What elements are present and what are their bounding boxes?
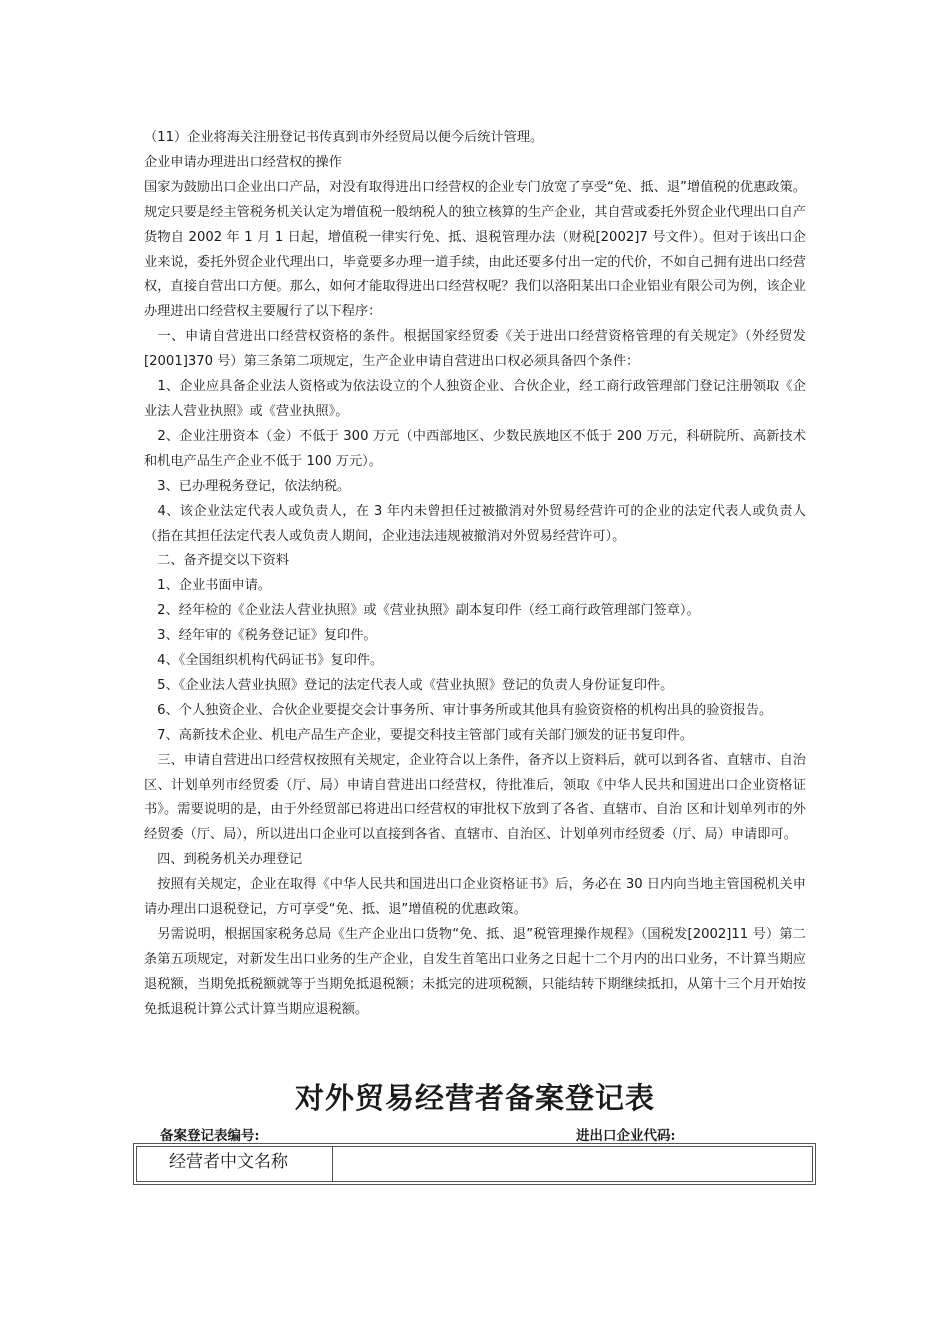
paragraph: 5、《企业法人营业执照》登记的法定代表人或《营业执照》登记的负责人身份证复印件。 (144, 677, 674, 693)
paragraph: 四、到税务机关办理登记 (144, 852, 303, 868)
operator-chinese-name-field[interactable] (333, 1147, 812, 1181)
form-title: 对外贸易经营者备案登记表 (294, 1081, 655, 1115)
body-text (144, 126, 806, 1023)
table-row (136, 1146, 813, 1182)
paragraph: 2、企业注册资本（金）不低于 300 万元（中西部地区、少数民族地区不低于 200 万元，科研院所、高新技术和机电产品生产企业不低于 100 万元）。 (144, 428, 806, 469)
paragraph: 国家为鼓励出口企业出口产品，对没有取得进出口经营权的企业专门放宽了享受“免、抵、退”增值税的优惠政策。规定只要是经主管税务机关认定为增值税一般纳税人的独立核算的生产企业，其自营或委托外贸企业代理出口自产货物自 2002 年 1 月 1 日起，增值税一律实行免、抵、退税管理办法（财税[2002]7 号文件）。但对于该出口企业来说，委托外贸企业代理出口，毕竟要多办理一道手续，由此还要多付出一定的代价，不如自己拥有进出口经营权，直接自营出口方便。那么，如何才能取得进出口经营权呢？我们以洛阳某出口企业铝业有限公司为例，该企业办理进出口经营权主要履行了以下程序： (144, 179, 806, 320)
operator-chinese-name-label: 经营者中文名称 (137, 1147, 333, 1181)
paragraph: 3、经年审的《税务登记证》复印件。 (144, 628, 377, 644)
paragraph: 2、经年检的《企业法人营业执照》或《营业执照》副本复印件（经工商行政管理部门签章）。 (144, 603, 700, 619)
paragraph: 4、该企业法定代表人或负责人，在 3 年内未曾担任过被撤消对外贸易经营许可的企业的法定代表人或负责人（指在其担任法定代表人或负责人期间，企业违法违规被撤消对外贸易经营许可）。 (144, 503, 806, 544)
paragraph: 7、高新技术企业、机电产品生产企业，要提交科技主管部门或有关部门颁发的证书复印件。 (144, 727, 694, 743)
paragraph: 一、申请自营进出口经营权资格的条件。根据国家经贸委《关于进出口经营资格管理的有关规定》（外经贸发[2001]370 号）第三条第二项规定，生产企业申请自营进出口权必须具备四个条件： (144, 329, 806, 370)
paragraph: 1、企业书面申请。 (144, 578, 272, 594)
paragraph: 按照有关规定，企业在取得《中华人民共和国进出口企业资格证书》后，务必在 30 日内向当地主管国税机关申请办理出口退税登记，方可享受“免、抵、退”增值税的优惠政策。 (144, 877, 806, 918)
paragraph: 4、《全国组织机构代码证书》复印件。 (144, 653, 384, 669)
enterprise-code-label: 进出口企业代码: (576, 1128, 676, 1144)
registration-form-table (133, 1143, 816, 1185)
paragraph: 三、申请自营进出口经营权按照有关规定，企业符合以上条件，备齐以上资料后，就可以到各省、直辖市、自治区、计划单列市经贸委（厅、局）申请自营进出口经营权，待批准后，领取《中华人民共和国进出口企业资格证书》。需要说明的是，由于外经贸部已将进出口经营权的审批权下放到了各省、直辖市、自治 区和计划单列市的外经贸委（厅、局），所以进出口企业可以直接到各省、直辖市、自治区、计划单列市经贸委（厅、局）申请即可。 (144, 752, 806, 843)
paragraph: 3、已办理税务登记，依法纳税。 (144, 478, 351, 494)
paragraph: 另需说明，根据国家税务总局《生产企业出口货物“免、抵、退”税管理操作规程》（国税发[2002]11 号）第二条第五项规定，对新发生出口业务的生产企业，自发生首笔出口业务之日起十二个月内的出口业务，不计算当期应退税额，当期免抵税额就等于当期免抵退税额；未抵完的进项税额，只能结转下期继续抵扣，从第十三个月开始按免抵退税计算公式计算当期应退税额。 (144, 927, 806, 1017)
paragraph: 1、企业应具备企业法人资格或为依法设立的个人独资企业、合伙企业，经工商行政管理部门登记注册领取《企业法人营业执照》或《营业执照》。 (144, 379, 806, 419)
paragraph: （11）企业将海关注册登记书传真到市外经贸局以便今后统计管理。 (144, 130, 544, 145)
paragraph: 二、备齐提交以下资料 (144, 553, 290, 569)
section-heading: 企业申请办理进出口经营权的操作 (144, 154, 342, 170)
paragraph: 6、个人独资企业、合伙企业要提交会计事务所、审计事务所或其他具有验资资格的机构出具的验资报告。 (144, 702, 773, 718)
record-number-label: 备案登记表编号: (160, 1128, 260, 1144)
